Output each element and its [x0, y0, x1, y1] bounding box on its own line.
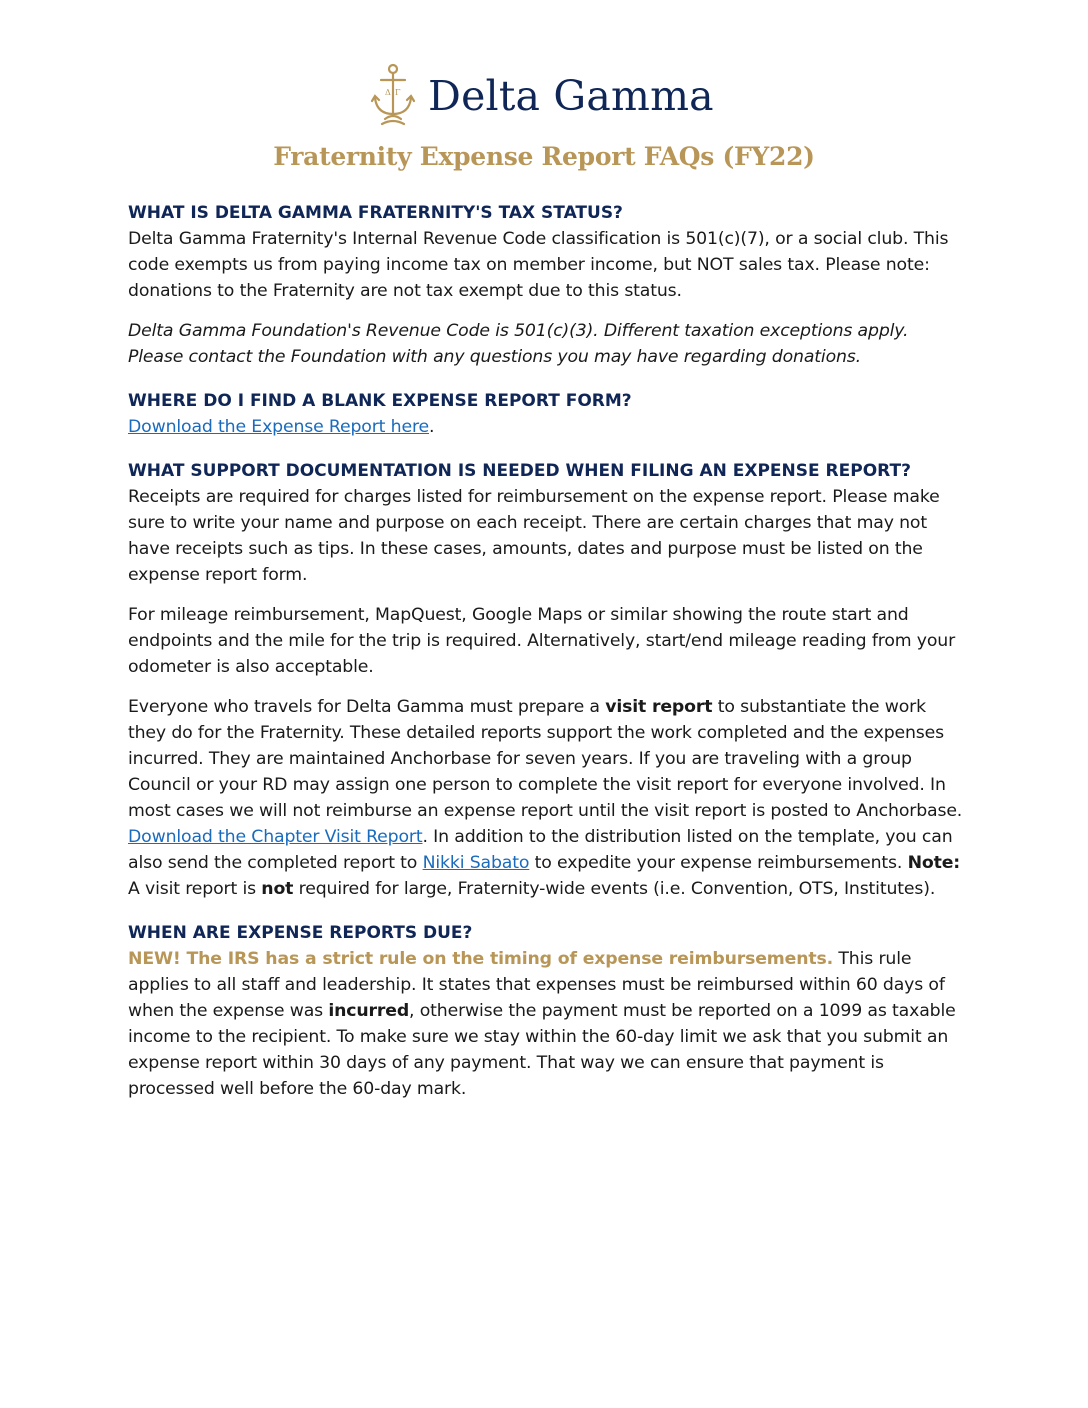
question-documentation: WHAT SUPPORT DOCUMENTATION IS NEEDED WHEN FILING AN EXPENSE REPORT? [128, 461, 911, 481]
visit-report-bold: visit report [605, 697, 713, 717]
irs-rule-highlight: NEW! The IRS has a strict rule on the timing of expense reimbursements. [128, 949, 834, 969]
note-bold: Note: [907, 853, 961, 873]
document-title: Fraternity Expense Report FAQs (FY22) [273, 142, 815, 171]
text-run: . In addition to the distribution listed on the template, you can also send the completed report to [128, 827, 953, 873]
receipts-paragraph: Receipts are required for charges listed for reimbursement on the expense report. Please make sure to write your name and purpose on each receipt. There are certain charges that may not have receipts such as tips. In these cases, amounts, dates and purpose must be listed on the expense report form. [128, 487, 940, 585]
svg-text:Δ: Δ [385, 88, 391, 97]
faq-content [128, 200, 964, 1102]
text-run: Everyone who travels for Delta Gamma must prepare a [128, 697, 606, 717]
tax-status-paragraph: Delta Gamma Fraternity's Internal Revenue Code classification is 501(c)(7), or a social club. This code exempts us from paying income tax on member income, but NOT sales tax. Please note: donations to the Fraternity are not tax exempt due to this status. [128, 229, 949, 301]
faq-documentation [128, 458, 964, 902]
text-run: to substantiate the work they do for the Fraternity. These detailed reports support the work completed and the expenses incurred. They are maintained Anchorbase for seven years. If you are traveling with a group Council or your RD may assign one person to complete the visit report for everyone involved. In most cases we will not reimburse an expense report until the visit report is posted to Anchorbase. [128, 697, 963, 821]
faq-tax-status [128, 200, 964, 370]
question-due: WHEN ARE EXPENSE REPORTS DUE? [128, 923, 473, 943]
period-text: . [429, 417, 435, 437]
text-run: A visit report is [128, 879, 262, 899]
mileage-paragraph: For mileage reimbursement, MapQuest, Google Maps or similar showing the route start and endpoints and the mile for the trip is required. Alternatively, start/end mileage reading from your odometer is also acceptable. [128, 605, 956, 677]
download-expense-report-link[interactable]: Download the Expense Report here [128, 417, 429, 437]
text-run: required for large, Fraternity-wide events (i.e. Convention, OTS, Institutes). [293, 879, 936, 899]
incurred-bold: incurred [328, 1001, 410, 1021]
faq-blank-form [128, 388, 964, 440]
nikki-sabato-link[interactable]: Nikki Sabato [422, 853, 530, 873]
question-tax-status: WHAT IS DELTA GAMMA FRATERNITY'S TAX STATUS? [128, 203, 623, 223]
faq-due [128, 920, 964, 1102]
text-run: , otherwise the payment must be reported on a 1099 as taxable income to the recipient. To make sure we stay within the 60-day limit we ask that you submit an expense report within 30 days of any payment. That way we can ensure that payment is processed well before the 60-day mark. [128, 1001, 956, 1099]
foundation-paragraph: Delta Gamma Foundation's Revenue Code is 501(c)(3). Different taxation exceptions apply. Please contact the Foundation with any questions you may have regarding donations. [128, 321, 909, 367]
text-run: to expedite your expense reimbursements. [529, 853, 908, 873]
text-run: This rule applies to all staff and leadership. It states that expenses must be reimbursed within 60 days of when the expense was [128, 949, 945, 1021]
not-bold: not [261, 879, 294, 899]
anchor-icon [368, 62, 418, 130]
due-paragraph [128, 946, 964, 1102]
download-chapter-visit-report-link[interactable]: Download the Chapter Visit Report [128, 827, 423, 847]
question-blank-form: WHERE DO I FIND A BLANK EXPENSE REPORT FORM? [128, 391, 632, 411]
delta-gamma-logo [368, 62, 728, 130]
svg-text:Γ: Γ [395, 88, 401, 97]
logo-text: Delta Gamma [428, 71, 714, 120]
blank-form-paragraph [128, 414, 964, 440]
visit-report-paragraph [128, 694, 964, 902]
